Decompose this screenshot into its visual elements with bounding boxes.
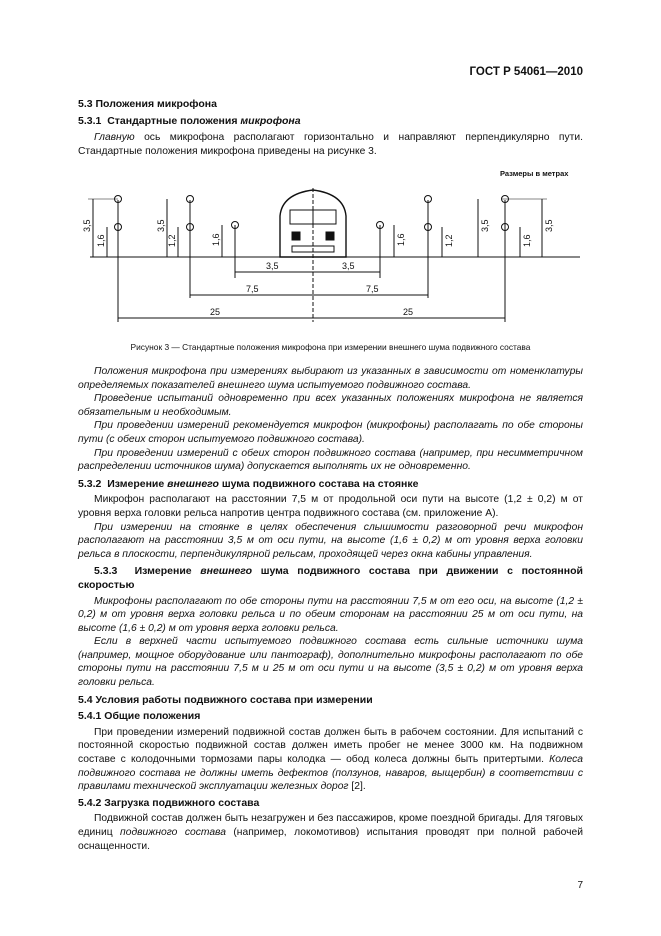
heading-text: Стандартные положения bbox=[107, 114, 241, 127]
heading-number: 5.3.2 bbox=[78, 477, 102, 490]
dim-label: 1,2 bbox=[444, 234, 454, 247]
paragraph-text: ось микрофона располагают горизонтально и направляют перпендикулярно пути. Стандартные положения микрофона приведены на рисунке 3. bbox=[78, 132, 583, 157]
italic-term: Главную bbox=[94, 132, 135, 144]
paragraph: Если в верхней части испытуемого подвижного состава есть сильные источники шума (например, мощное оборудование или пантограф), дополнительно микрофоны располагают по обе стороны пути на расстоянии 7,5 м и 25 м от оси пути и на высоте (3,5 ± 0,2) м от уровня верха головки рельса. bbox=[78, 636, 583, 689]
dim-label: 1,6 bbox=[522, 234, 532, 247]
heading-text-italic: внешнего bbox=[167, 477, 219, 490]
dim-label: 3,5 bbox=[342, 261, 355, 271]
note-paragraph: При проведении измерений с обеих сторон подвижного состава (например, при несимметричном распределении источников шума) допускается выполнять их не одновременно. bbox=[78, 447, 583, 473]
dim-label: 3,5 bbox=[266, 261, 279, 271]
heading-5-3-1 bbox=[78, 115, 583, 129]
dim-label: 7,5 bbox=[366, 284, 379, 294]
heading-5-3-2 bbox=[78, 478, 583, 492]
heading-text: Измерение bbox=[134, 565, 201, 578]
note-paragraph: Положения микрофона при измерениях выбирают из указанных в зависимости от номенклатуры определяемых показателей внешнего шума испытуемого подвижного состава. bbox=[78, 366, 583, 391]
paragraph-text: Подвижной состав должен быть незагружен и без пассажиров, кроме поездной бригады. Для тяговых единиц bbox=[78, 813, 583, 838]
note-paragraph: При проведении измерений рекомендуется микрофон (микрофоны) располагать по обе стороны пути (с обеих сторон испытуемого подвижного состава). bbox=[78, 420, 583, 445]
heading-number: 5.3.1 bbox=[78, 114, 102, 127]
dim-label: 25 bbox=[210, 307, 221, 317]
notes-block bbox=[78, 365, 583, 853]
heading-5-3-3 bbox=[78, 565, 583, 592]
paragraph-text-italic: подвижного состава bbox=[120, 827, 226, 838]
paragraph bbox=[78, 812, 583, 853]
paragraph-text: При проведении измерений подвижной состав должен быть в рабочем состоянии. Для испытаний с постоянной скоростью подвижной состав должен иметь пробег не менее 3000 км. На подвижном составе с колодочными тормозами пары колодка — обод колеса должны быть притертыми. bbox=[78, 726, 583, 766]
document-code: ГОСТ Р 54061—2010 bbox=[469, 66, 583, 78]
dim-label: 1,6 bbox=[211, 233, 221, 246]
paragraph-text: [2]. bbox=[348, 781, 366, 793]
heading-5-3: 5.3 Положения микрофона bbox=[78, 98, 217, 110]
heading-5-4-2: 5.4.2 Загрузка подвижного состава bbox=[78, 796, 260, 809]
note-paragraph: Проведение испытаний одновременно при всех указанных положениях микрофона не является обязательным и необходимым. bbox=[78, 393, 583, 418]
heading-text: шума подвижного состава на стоянке bbox=[218, 477, 419, 490]
dim-label: 3,5 bbox=[480, 219, 490, 232]
page-number: 7 bbox=[577, 880, 583, 891]
dim-label: 7,5 bbox=[246, 284, 259, 294]
dim-label: 1,6 bbox=[396, 233, 406, 246]
heading-5-4: 5.4 Условия работы подвижного состава при измерении bbox=[78, 693, 373, 706]
heading-text-italic: микрофона bbox=[240, 114, 301, 127]
dim-label: 3,5 bbox=[82, 219, 92, 232]
heading-text: шума подвижного состава при движении с постоянной скоростью bbox=[78, 565, 583, 591]
dim-label: 1,6 bbox=[96, 234, 106, 247]
heading-text-italic: внешнего bbox=[200, 565, 253, 578]
heading-number: 5.3.3 bbox=[94, 565, 118, 578]
dim-label: 3,5 bbox=[156, 219, 166, 232]
paragraph: Микрофон располагают на расстоянии 7,5 м от продольной оси пути на высоте (1,2 ± 0,2) м от уровня верха головки рельса напротив центра подвижного состава (см. приложение А). bbox=[78, 494, 583, 519]
paragraph bbox=[78, 726, 583, 794]
figure-3 bbox=[60, 160, 600, 345]
heading-5-4-1: 5.4.1 Общие положения bbox=[78, 710, 201, 723]
heading-text: Измерение bbox=[107, 477, 168, 490]
dim-label: 3,5 bbox=[544, 219, 554, 232]
paragraph: При измерении на стоянке в целях обеспечения слышимости разговорной речи микрофон располагают на расстоянии 3,5 м от оси пути, на высоте (1,6 ± 0,2) м от уровня верха головки рельса в плоскости, перпендикулярной рельсам, проходящей через окна кабины управления. bbox=[78, 521, 583, 560]
paragraph bbox=[78, 131, 583, 158]
figure-caption: Рисунок 3 — Стандартные положения микрофона при измерении внешнего шума подвижного состава bbox=[130, 342, 531, 352]
units-note: Размеры в метрах bbox=[500, 169, 569, 178]
paragraph: Микрофоны располагают по обе стороны пути на расстоянии 7,5 м от его оси, на высоте (1,2 ± 0,2) м от уровня верха головки рельса и по обеим сторонам на расстоянии 25 м от оси пути, на высоте (1,6 ± 0,2) м от уровня верха головки рельса. bbox=[78, 595, 583, 634]
dim-label: 25 bbox=[403, 307, 414, 317]
section-5-3 bbox=[78, 98, 583, 158]
paragraph-text: (например, локомотивов) испытания проводят при полной рабочей оснащенности. bbox=[78, 827, 583, 852]
microphone-positions-diagram bbox=[60, 160, 600, 345]
dim-label: 1,2 bbox=[167, 234, 177, 247]
paragraph-text-italic: Колеса подвижного состава не должны иметь дефектов (ползунов, наваров, выщербин) в соответствии с правилами технической эксплуатации железных дорог bbox=[78, 754, 583, 793]
